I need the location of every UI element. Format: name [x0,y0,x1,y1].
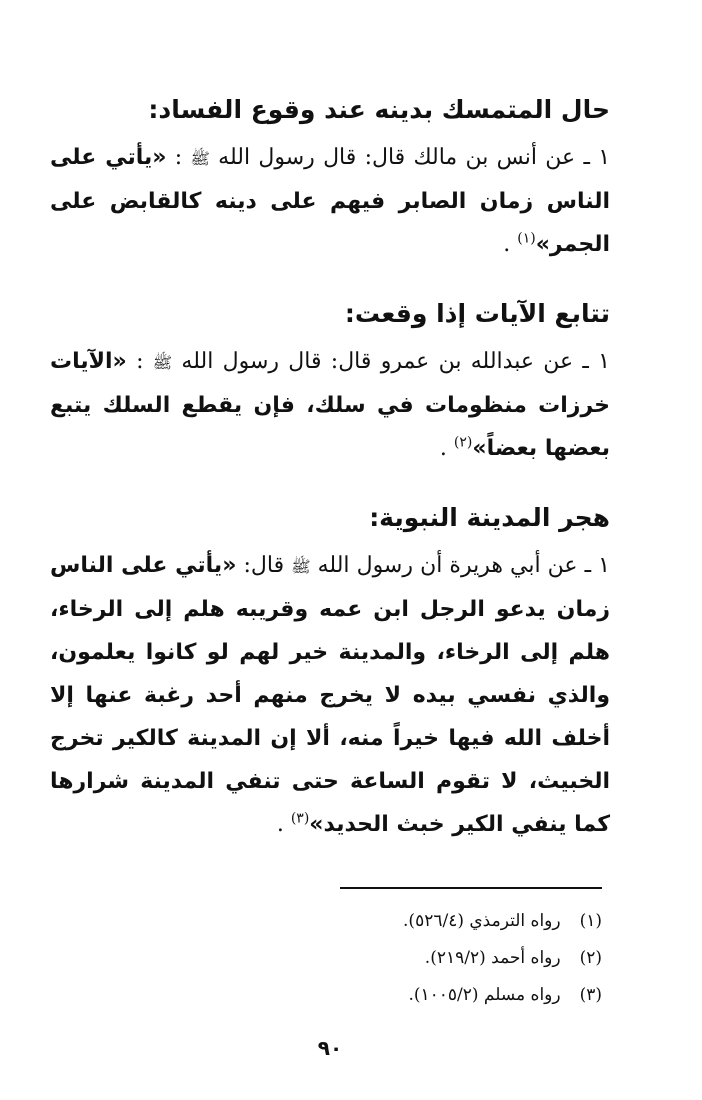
section-heading: حال المتمسك بدينه عند وقوع الفساد: [148,95,610,124]
footnote-item [280,940,602,977]
footnote-number: (٣) [579,985,602,1005]
footnote-number: (١) [579,911,602,931]
sentence-end: . [503,232,511,257]
hadith-text: «يأتي على الناس زمان يدعو الرجل ابن عمه وقريبه هلم إلى الرخاء، هلم إلى الرخاء، والمدينة خير لهم لو كانوا يعلمون، والذي نفسي بيده لا يخرج منهم أحد رغبة عنها إلا أخلف الله فيها خيراً منه، ألا إن المدينة كالكير تخرج الخبيث، لا تقوم الساعة حتى تنفي المدينة شرارها كما ينفي الكير خبث الحديد» [50,553,610,837]
hadith-paragraph [50,340,610,470]
page-number: ٩٠ [317,1036,343,1060]
salawat-symbol: ﷺ [291,557,311,576]
footnote-ref: (٣) [290,810,310,827]
narration-intro: ١ ـ عن أبي هريرة أن رسول الله [317,553,610,578]
narration-intro: ١ ـ عن عبدالله بن عمرو قال: قال رسول الله [181,349,610,374]
hadith-text: «يأتي على الناس زمان الصابر فيهم على دينه كالقابض على الجمر» [50,145,610,257]
salawat-symbol: ﷺ [190,149,210,168]
section-corruption [50,92,610,266]
footnote-divider [340,887,602,889]
footnote-ref: (٢) [453,434,473,451]
footnotes [280,903,602,1014]
footnote-text: رواه مسلم (١٠٠٥/٢). [408,985,561,1005]
salawat-symbol: ﷺ [152,353,173,372]
narration-intro-end: : [136,349,144,374]
sentence-end: . [439,436,447,461]
footnote-number: (٢) [579,948,602,968]
section-heading: هجر المدينة النبوية: [369,503,610,532]
narration-intro-end: : [174,145,183,170]
section-madinah [50,500,610,846]
section-heading: تتابع الآيات إذا وقعت: [344,299,610,328]
hadith-paragraph [50,136,610,266]
footnote-text: رواه الترمذي (٥٢٦/٤). [403,911,561,931]
page-body [50,92,610,872]
sentence-end: . [276,812,284,837]
footnote-text: رواه أحمد (٢١٩/٢). [424,948,561,968]
hadith-paragraph [50,544,610,846]
footnote-item [280,977,602,1014]
hadith-text: «الآيات خرزات منظومات في سلك، فإن يقطع السلك يتبع بعضها بعضاً» [50,349,610,461]
narration-intro: ١ ـ عن أنس بن مالك قال: قال رسول الله [218,145,611,170]
narration-intro-end: قال: [243,553,285,578]
footnote-ref: (١) [517,230,536,247]
section-signs [50,296,610,470]
footnote-item [280,903,602,940]
